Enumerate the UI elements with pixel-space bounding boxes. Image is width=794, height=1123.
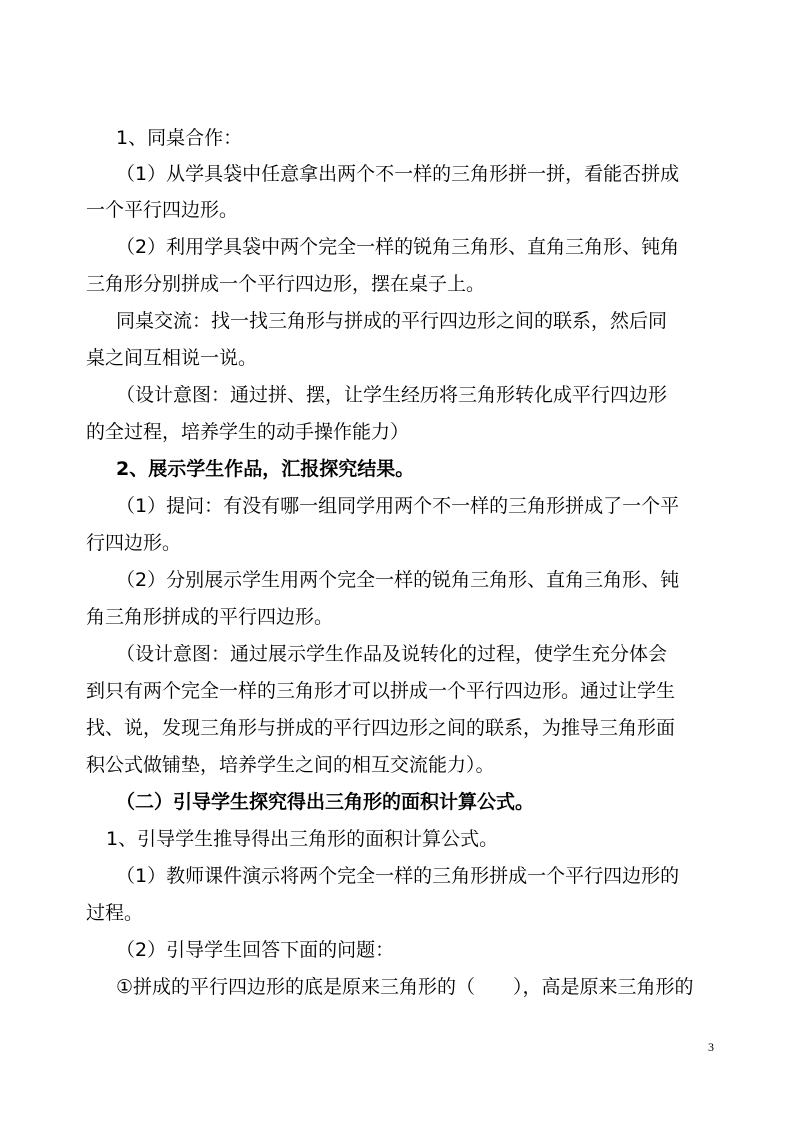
paragraph-line: （2）分别展示学生用两个完全一样的锐角三角形、直角三角形、钝 (116, 569, 680, 591)
design-intent-line: 到只有两个完全一样的三角形才可以拼成一个平行四边形。通过让学生 (86, 680, 676, 702)
design-intent-line: （设计意图：通过展示学生作品及说转化的过程，使学生充分体会 (116, 643, 668, 665)
paragraph-line: （1）教师课件演示将两个完全一样的三角形拼成一个平行四边形的 (116, 865, 680, 887)
design-intent-line: 找、说，发现三角形与拼成的平行四边形之间的联系，为推导三角形面 (86, 717, 676, 739)
paragraph-line: 三角形分别拼成一个平行四边形，摆在桌子上。 (86, 273, 486, 295)
heading-section-two: （二）引导学生探究得出三角形的面积计算公式。 (116, 791, 535, 813)
heading-derive-formula: 1、引导学生推导得出三角形的面积计算公式。 (106, 828, 499, 850)
paragraph-line: 行四边形。 (86, 532, 182, 554)
paragraph-line: （1）从学具袋中任意拿出两个不一样的三角形拼一拼，看能否拼成 (116, 163, 680, 185)
paragraph-line: （2）利用学具袋中两个完全一样的锐角三角形、直角三角形、钝角 (116, 236, 680, 258)
design-intent-line: （设计意图：通过拼、摆，让学生经历将三角形转化成平行四边形 (116, 384, 668, 406)
question-line: ①拼成的平行四边形的底是原来三角形的（ ），高是原来三角形的 (116, 976, 694, 998)
paragraph-line: （1）提问：有没有哪一组同学用两个不一样的三角形拼成了一个平 (116, 495, 680, 517)
paragraph-line: 过程。 (86, 902, 144, 924)
paragraph-line: 桌之间互相说一说。 (86, 347, 258, 369)
design-intent-line: 的全过程，培养学生的动手操作能力） (86, 421, 410, 443)
paragraph-line: （2）引导学生回答下面的问题： (116, 939, 395, 961)
paragraph-line: 一个平行四边形。 (86, 199, 239, 221)
heading-desk-cooperation: 1、同桌合作： (116, 127, 243, 149)
page-number: 3 (708, 1040, 714, 1054)
heading-show-works: 2、展示学生作品，汇报探究结果。 (116, 458, 415, 480)
paragraph-line: 角三角形拼成的平行四边形。 (86, 606, 334, 628)
design-intent-line: 积公式做铺垫，培养学生之间的相互交流能力）。 (86, 754, 495, 776)
paragraph-line: 同桌交流：找一找三角形与拼成的平行四边形之间的联系，然后同 (116, 310, 668, 332)
